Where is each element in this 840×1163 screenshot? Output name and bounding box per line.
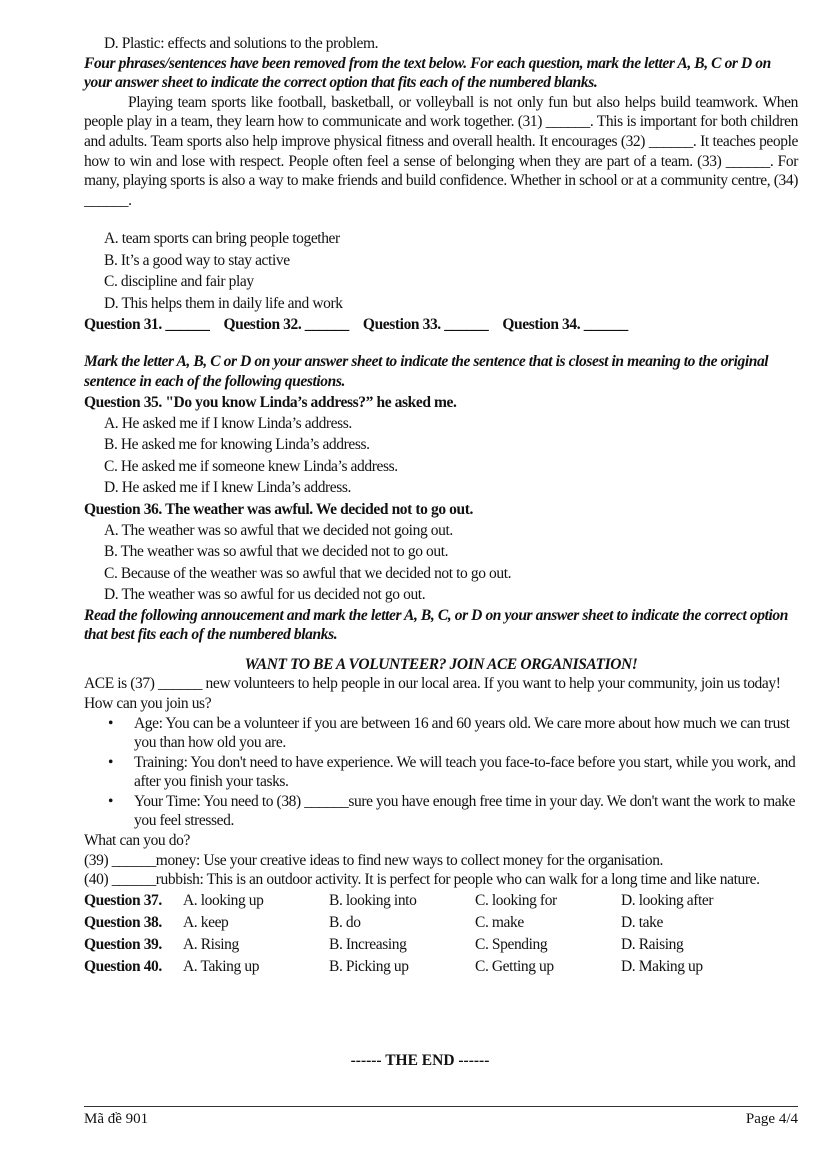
option-c: C. Spending — [475, 935, 548, 953]
option-d: D. take — [621, 913, 663, 931]
q36-option-d: D. The weather was so awful for us decided not go out. — [104, 586, 426, 604]
option-b: B. Picking up — [329, 957, 409, 975]
announcement-intro: ACE is (37) ______ new volunteers to help people in our local area. If you want to help your community, join us today! — [84, 675, 781, 693]
answer-row-38 — [84, 912, 798, 934]
section-instruction-3: Read the following annoucement and mark the letter A, B, C, or D on your answer sheet to indicate the correct option that best fits each of the numbered blanks. — [84, 606, 788, 644]
answer-row-40 — [84, 956, 798, 978]
question-31: Question 31. ______ — [84, 316, 210, 334]
how-heading: How can you join us? — [84, 694, 212, 712]
option-a: A. Taking up — [183, 957, 260, 975]
list-item: • Training: You don't need to have experience. We will teach you face-to-face before you start, while you work, and after you finish your tasks. — [134, 753, 798, 792]
q36-option-a: A. The weather was so awful that we decided not going out. — [104, 521, 453, 539]
list-item: • Age: You can be a volunteer if you are between 16 and 60 years old. We care more about how much we can trust you than how old you are. — [134, 714, 798, 753]
question-35: Question 35. "Do you know Linda’s address?” he asked me. — [84, 393, 457, 411]
question-label: Question 39. — [84, 935, 162, 953]
option-d: D. Raising — [621, 935, 684, 953]
question-label: Question 40. — [84, 957, 162, 975]
q35-option-a: A. He asked me if I know Linda’s address. — [104, 414, 352, 432]
exam-page — [84, 34, 798, 978]
passage-team-sports: Playing team sports like football, basketball, or volleyball is not only fun but also helps build teamwork. When people play in a team, they learn how to communicate and work together. (31) ______. This is important for both children and adults. Team sports also help improve physical fitness and overall health. It encourages (32) ______. It teaches people how to win and lose with respect. People often feel a sense of belonging when they are part of a team. (33) ______. For many, playing sports is also a way to make friends and build confidence. Whether in school or at a community centre, (34) ______. — [84, 93, 798, 209]
answer-row-37 — [84, 890, 798, 912]
question-label: Question 37. — [84, 891, 162, 909]
section-instruction-1: Four phrases/sentences have been removed from the text below. For each question, mark the letter A, B, C or D on your answer sheet to indicate the correct option that fits each of the numbered blanks. — [84, 54, 771, 92]
prev-option-d: D. Plastic: effects and solutions to the problem. — [104, 35, 379, 52]
list-item: • Your Time: You need to (38) ______sure you have enough free time in your day. We don't want the work to make you feel stressed. — [134, 792, 798, 831]
page-footer — [84, 1106, 798, 1128]
option-b: B. do — [329, 913, 361, 931]
line-39: (39) ______money: Use your creative ideas to find new ways to collect money for the organisation. — [84, 851, 664, 869]
option-b: B. It’s a good way to stay active — [104, 251, 290, 269]
q35-option-b: B. He asked me for knowing Linda’s address. — [104, 436, 370, 454]
option-d: D. Making up — [621, 957, 703, 975]
line-40: (40) ______rubbish: This is an outdoor activity. It is perfect for people who can walk for a long time and like nature. — [84, 871, 760, 889]
question-36: Question 36. The weather was awful. We decided not to go out. — [84, 500, 473, 518]
q35-option-c: C. He asked me if someone knew Linda’s address. — [104, 457, 398, 475]
option-c: C. make — [475, 913, 524, 931]
option-b: B. Increasing — [329, 935, 407, 953]
option-b: B. looking into — [329, 891, 417, 909]
question-33: Question 33. ______ — [362, 316, 489, 334]
question-32: Question 32. ______ — [223, 316, 349, 334]
exam-code: Mã đề 901 — [84, 1111, 149, 1127]
q36-option-b: B. The weather was so awful that we decided not to go out. — [104, 543, 449, 561]
option-a: A. Rising — [183, 935, 239, 953]
option-a: A. keep — [183, 913, 229, 931]
page-number: Page 4/4 — [745, 1111, 798, 1127]
option-a: A. team sports can bring people together — [104, 230, 340, 248]
option-d: D. looking after — [621, 891, 714, 909]
option-c: C. looking for — [475, 891, 557, 909]
option-a: A. looking up — [183, 891, 264, 909]
answer-row-39 — [84, 934, 798, 956]
question-row-31-34 — [84, 314, 798, 336]
option-c: C. discipline and fair play — [104, 273, 254, 291]
requirements-list — [84, 714, 798, 832]
announcement-title: WANT TO BE A VOLUNTEER? JOIN ACE ORGANISATION! — [244, 655, 638, 673]
section-instruction-2: Mark the letter A, B, C or D on your answer sheet to indicate the sentence that is closest in meaning to the original sentence in each of the following questions. — [84, 353, 769, 390]
option-d: D. This helps them in daily life and work — [104, 294, 343, 312]
what-heading: What can you do? — [84, 832, 190, 850]
the-end-marker: ------ THE END ------ — [350, 1052, 490, 1069]
q35-option-d: D. He asked me if I knew Linda’s address. — [104, 479, 352, 497]
option-c: C. Getting up — [475, 957, 554, 975]
question-34: Question 34. ______ — [502, 316, 628, 334]
question-label: Question 38. — [84, 913, 162, 931]
q36-option-c: C. Because of the weather was so awful that we decided not to go out. — [104, 564, 512, 582]
